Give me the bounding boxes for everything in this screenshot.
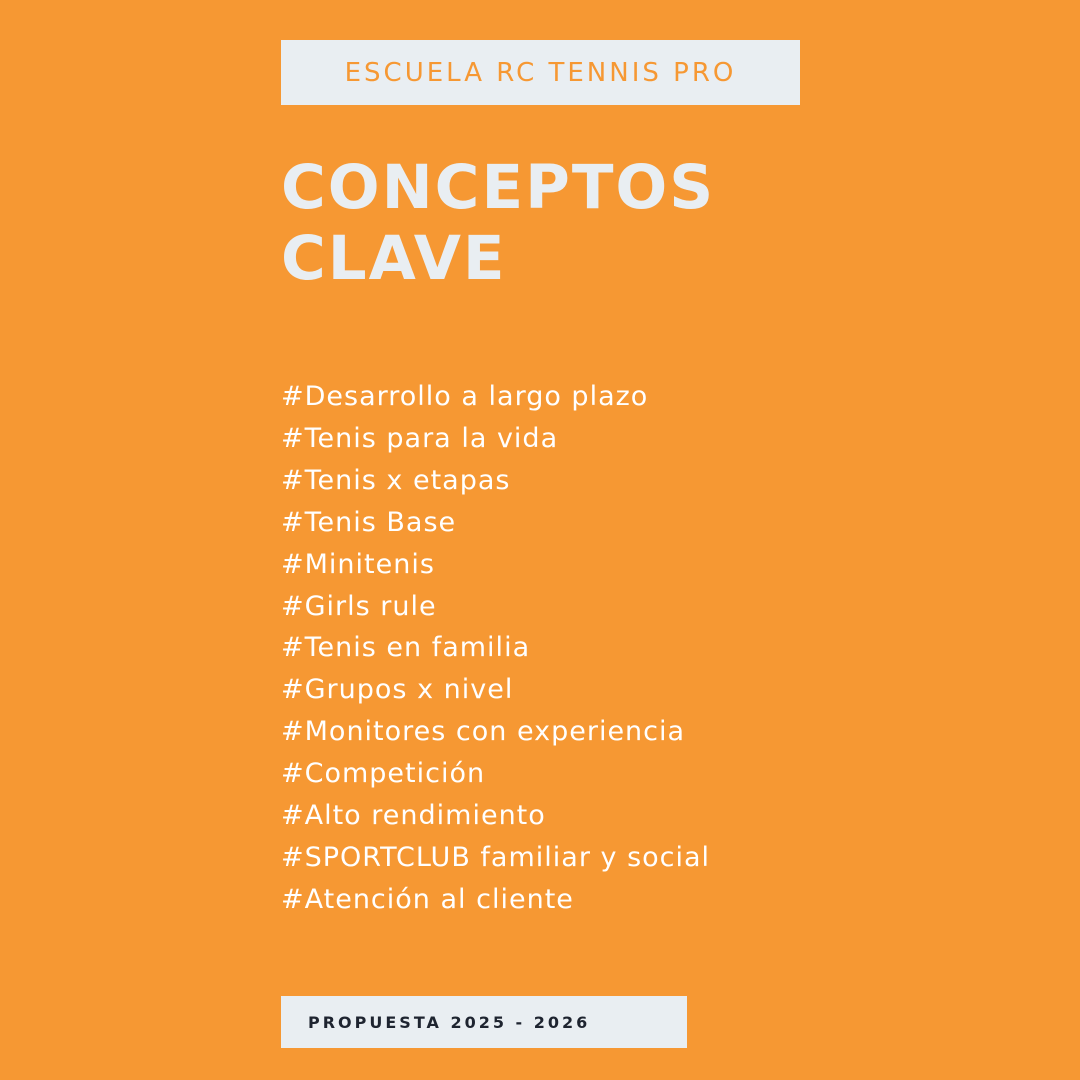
- proposal-badge: [281, 996, 687, 1048]
- list-item: #Atención al cliente: [281, 883, 574, 915]
- list-item: #Tenis para la vida: [281, 422, 559, 454]
- page-title: [281, 152, 901, 294]
- list-item: #Girls rule: [281, 590, 437, 622]
- proposal-label: PROPUESTA 2025 - 2026: [308, 1012, 591, 1032]
- school-name: ESCUELA RC TENNIS PRO: [344, 57, 737, 88]
- title-line-2: CLAVE: [281, 223, 507, 294]
- title-line-1: CONCEPTOS: [281, 152, 716, 223]
- list-item: #Grupos x nivel: [281, 674, 514, 706]
- list-item: #Tenis Base: [281, 506, 457, 538]
- list-item: #Alto rendimiento: [281, 800, 546, 832]
- list-item: #Tenis x etapas: [281, 464, 511, 496]
- list-item: #Competición: [281, 758, 486, 790]
- concepts-list: [281, 376, 710, 921]
- list-item: #SPORTCLUB familiar y social: [281, 841, 711, 873]
- school-name-badge: [281, 40, 800, 105]
- list-item: #Monitores con experiencia: [281, 716, 686, 748]
- list-item: #Tenis en familia: [281, 632, 531, 664]
- list-item: #Minitenis: [281, 548, 435, 580]
- list-item: #Desarrollo a largo plazo: [281, 381, 649, 412]
